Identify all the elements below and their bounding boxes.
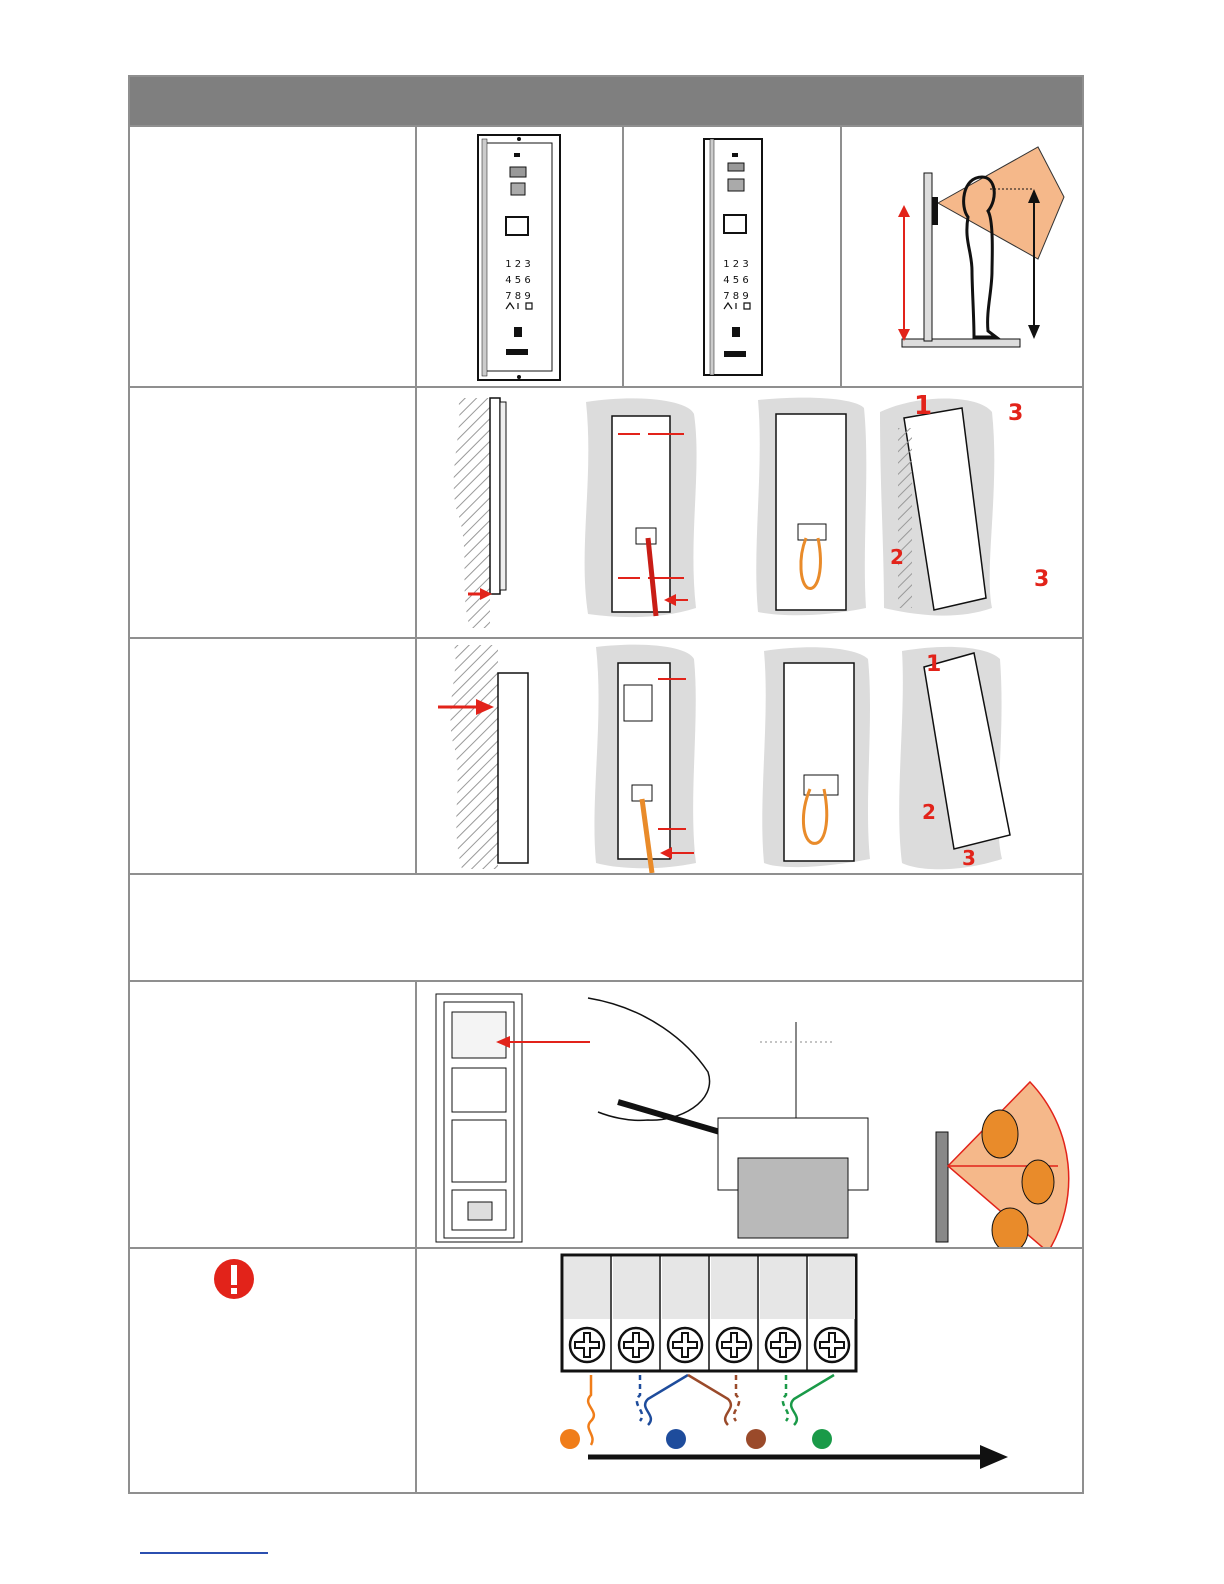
surface-mounting-steps-illustration (418, 388, 1084, 637)
mounting-height-illustration (842, 127, 1084, 386)
row-divider (130, 873, 1082, 875)
wire-color-dot-brown (746, 1429, 766, 1449)
wire-color-dot-orange (560, 1429, 580, 1449)
keypad-row-1: 1 2 3 (505, 259, 531, 270)
flush-mounting-steps-illustration (418, 639, 1084, 873)
camera-adjustment-illustration (418, 982, 1084, 1247)
step-label-1: 1 (926, 652, 942, 677)
table-header-bar (130, 77, 1082, 125)
keypad-row-3: 7 8 9 (505, 291, 531, 302)
step-label-3: 3 (962, 846, 976, 870)
terminal-screw-icon (619, 1328, 653, 1362)
step-label-3-bottom: 3 (1034, 567, 1050, 592)
terminal-screw-icon (668, 1328, 702, 1362)
wire-color-dot-blue (666, 1429, 686, 1449)
column-divider (415, 980, 417, 1494)
terminal-screw-icon (717, 1328, 751, 1362)
step-label-2: 2 (922, 800, 936, 824)
terminal-screw-icon (570, 1328, 604, 1362)
terminal-screw-icon (815, 1328, 849, 1362)
panel-front-surface-illustration (418, 127, 622, 386)
terminal-screw-icon (766, 1328, 800, 1362)
terminal-wiring-diagram (418, 1249, 1084, 1494)
footer-link-underline[interactable] (140, 1552, 268, 1554)
step-label-1: 1 (914, 391, 933, 421)
keypad-row-2: 4 5 6 (505, 275, 531, 286)
keypad-row-2: 4 5 6 (723, 275, 749, 286)
keypad-row-3: 7 8 9 (723, 291, 749, 302)
wire-color-dot-green (812, 1429, 832, 1449)
step-label-2: 2 (890, 545, 904, 569)
keypad-row-1: 1 2 3 (723, 259, 749, 270)
warning-icon (210, 1257, 260, 1303)
step-label-3-top: 3 (1008, 401, 1024, 426)
installation-table (128, 75, 1084, 1494)
panel-front-flush-illustration (624, 127, 840, 386)
column-divider (415, 125, 417, 873)
